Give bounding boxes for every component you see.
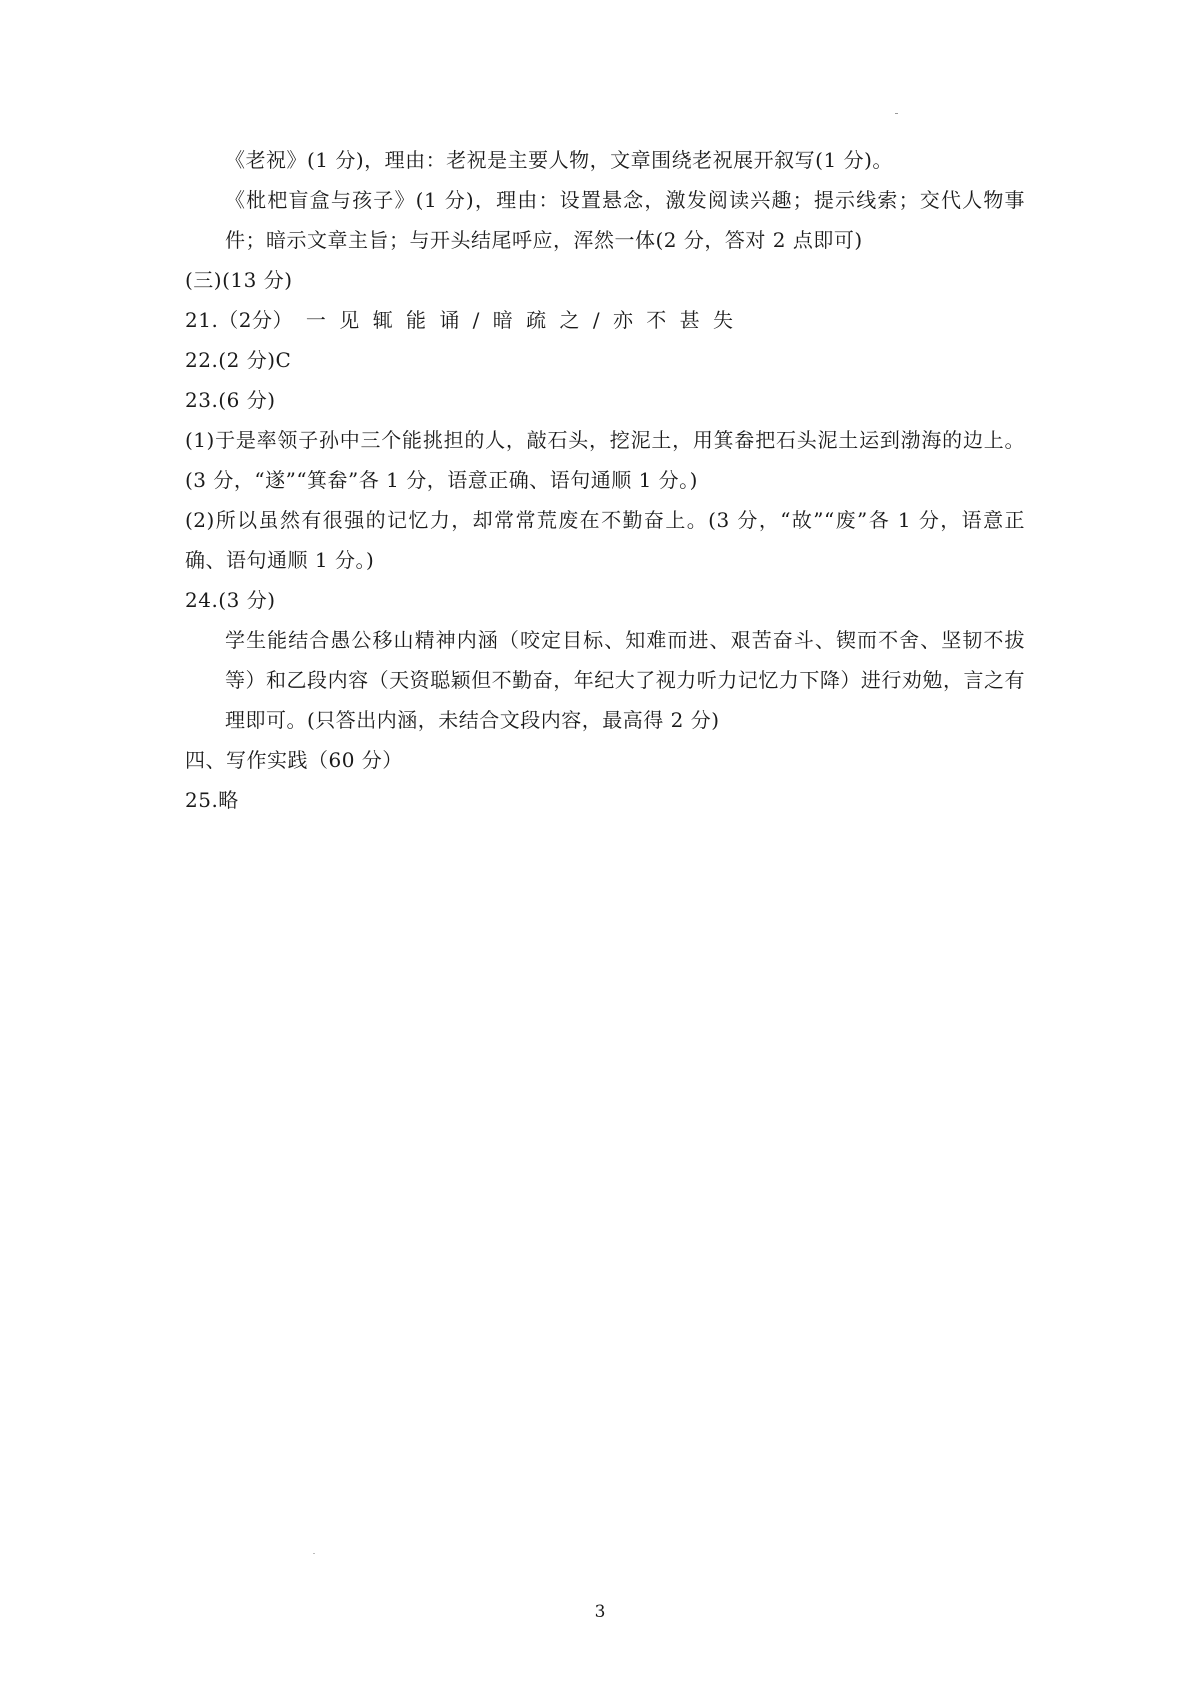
scan-speck	[895, 113, 898, 114]
answer-title-choice-laozhu: 《老祝》(1 分)，理由：老祝是主要人物，文章围绕老祝展开叙写(1 分)。	[225, 148, 893, 172]
question-23-part-2: (2)所以虽然有很强的记忆力，却常常荒废在不勤奋上。(3 分，“故”“废”各 1 分，语意正确、语句通顺 1 分。)	[185, 508, 1025, 572]
question-24-answer: 学生能结合愚公移山精神内涵（咬定目标、知难而进、艰苦奋斗、锲而不舍、坚韧不拔等）和乙段内容（天资聪颖但不勤奋，年纪大了视力听力记忆力下降）进行劝勉，言之有理即可。(只答出内涵，未结合文段内容，最高得 2 分)	[225, 628, 1025, 732]
answer-title-choice-pipa: 《枇杷盲盒与孩子》(1 分)，理由：设置悬念，激发阅读兴趣；提示线索；交代人物事件；暗示文章主旨；与开头结尾呼应，浑然一体(2 分，答对 2 点即可)	[225, 188, 1025, 252]
question-25-answer: 25.略	[185, 788, 239, 812]
question-23-heading: 23.(6 分)	[185, 388, 276, 412]
section-heading-writing: 四、写作实践（60 分）	[185, 748, 403, 772]
question-23-part-1: (1)于是率领子孙中三个能挑担的人，敲石头，挖泥土，用箕畚把石头泥土运到渤海的边上。(3 分，“遂”“箕畚”各 1 分，语意正确、语句通顺 1 分。)	[185, 428, 1025, 492]
section-heading-three: (三)(13 分)	[185, 268, 293, 292]
question-21-answer: 21.（2分） 一 见 辄 能 诵 / 暗 疏 之 / 亦 不 甚 失	[185, 308, 734, 332]
question-24-heading: 24.(3 分)	[185, 588, 276, 612]
question-22-answer: 22.(2 分)C	[185, 348, 292, 372]
answer-key-content	[185, 140, 1025, 820]
page-number: 3	[594, 1602, 606, 1622]
scan-speck	[313, 1553, 315, 1554]
